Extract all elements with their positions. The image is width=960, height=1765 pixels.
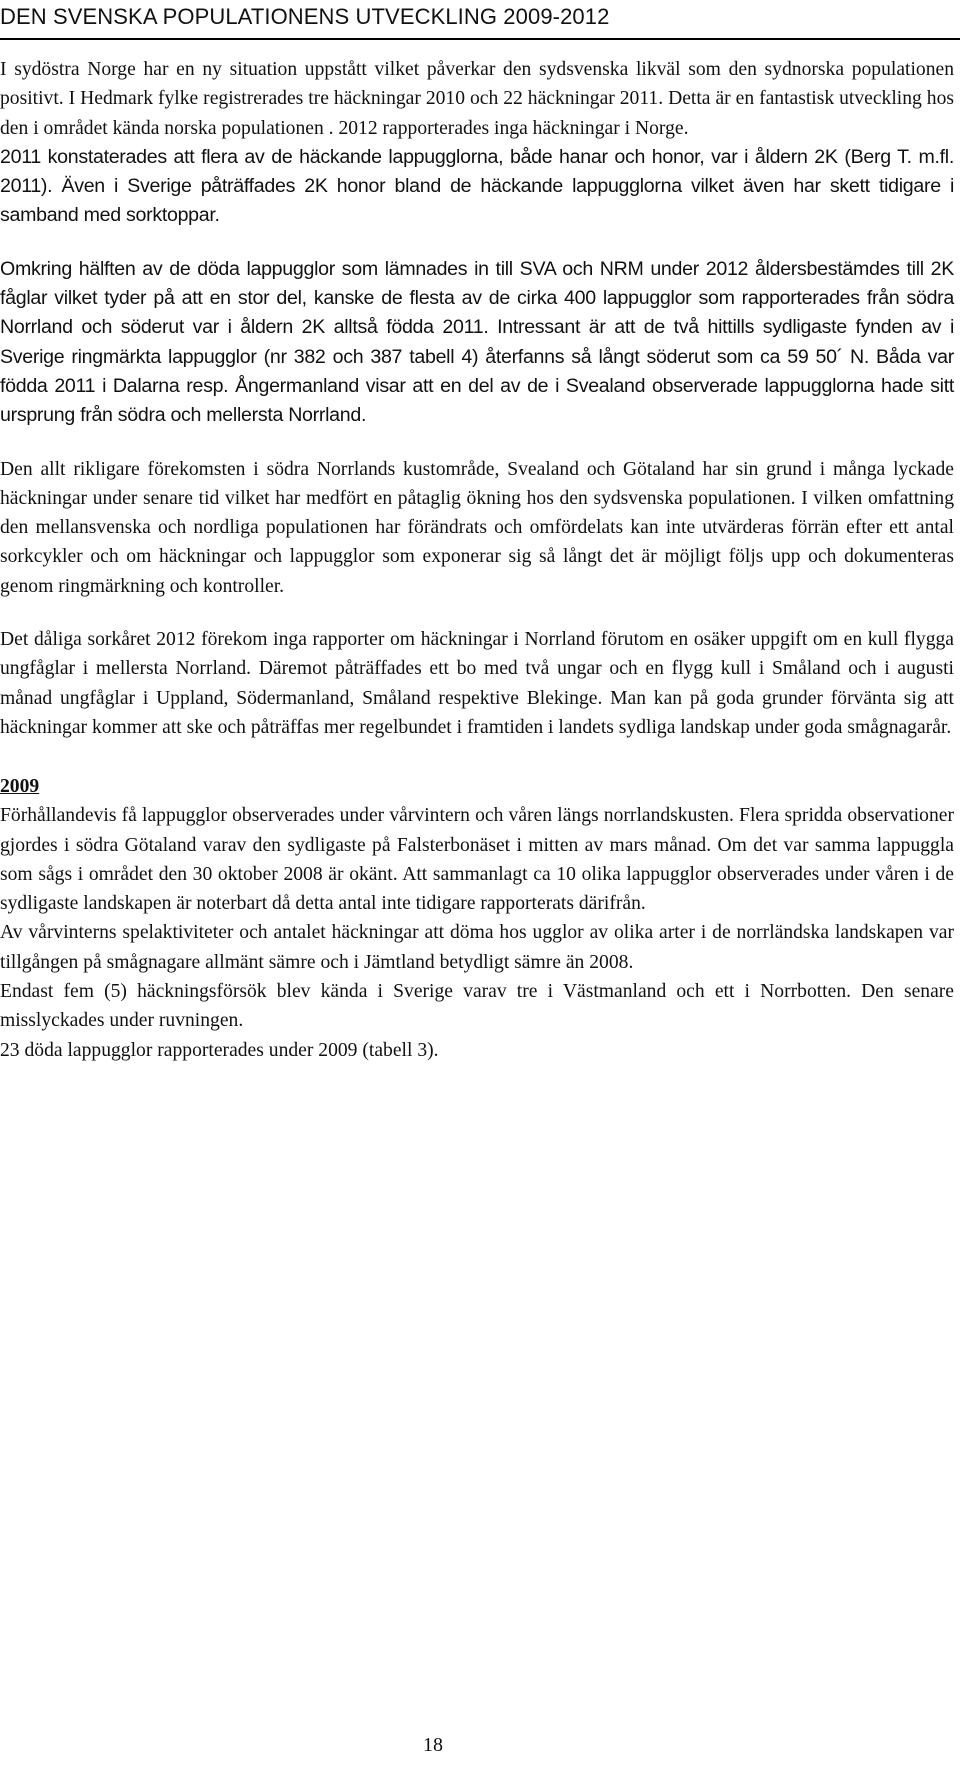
paragraph-norway-situation: I sydöstra Norge har en ny situation uppstått vilket påverkar den sydsvenska likväl som den sydnorska populationen positivt. I Hedmark fylke registrerades tre häckningar 2010 och 22 häckningar 2011. Detta är en fantastisk utveckling hos den i området kända norska populationen . 2012 rapporterades inga häckningar i Norge. bbox=[0, 59, 954, 139]
paragraph-increasing-occurrence: Den allt rikligare förekomsten i södra Norrlands kustområde, Svealand och Götaland har sin grund i många lyckade häckningar under senare tid vilket har medfört en påtaglig ökning hos den sydsvenska populationen. I vilken omfattning den mellansvenska och nordliga populationen har förändrats och omfördelats kan inte utvärderas förrän efter ett antal sorkcykler och om häckningar och lappugglor som exponerar sig så långt det är möjligt följs upp och dokumenteras genom ringmärkning och kontroller. bbox=[0, 458, 954, 597]
page-number: 18 bbox=[423, 1734, 443, 1756]
paragraph-2009-observations: Förhållandevis få lappugglor observerades under vårvintern och våren längs norrlandskusten. Flera spridda observationer gjordes i södra Götaland varav den sydligaste på Falsterbonäset i mitten av mars månad. Om det var samma lappuggla som sågs i området den 30 oktober 2008 är okänt. Att sammanlagt ca 10 olika lappugglor observerades under våren i de sydligaste landskapen är noterbart då detta antal inte tidigare rapporterats därifrån. bbox=[0, 805, 954, 915]
section-heading-2009: 2009 bbox=[0, 776, 40, 798]
running-header-title: DEN SVENSKA POPULATIONENS UTVECKLING 2009-2012 bbox=[0, 4, 610, 29]
paragraph-poor-vole-year-2012: Det dåliga sorkåret 2012 förekom inga rapporter om häckningar i Norrland förutom en osäker uppgift om en kull flygga ungfåglar i mellersta Norrland. Däremot påträffades ett bo med två ungar och en flygg kull i Småland och i augusti månad ungfåglar i Uppland, Södermanland, Småland respektive Blekinge. Man kan på goda grunder förvänta sig att häckningar kommer att ske och påträffas mer regelbundet i framtiden i landets sydliga landskap under goda smågnagarår. bbox=[0, 629, 954, 738]
paragraph-2009-spring-activity: Av vårvinterns spelaktiviteter och antalet häckningar att döma hos ugglor av olika arter i de norrländska landskapen var tillgången på smågnagare allmänt sämre och i Jämtland betydligt sämre än 2008. bbox=[0, 922, 954, 973]
paragraph-2009-dead-owls: 23 döda lappugglor rapporterades under 2009 (tabell 3). bbox=[0, 1039, 439, 1061]
paragraph-2k-owls: 2011 konstaterades att flera av de häckande lappugglorna, både hanar och honor, var i åldern 2K (Berg T. m.fl. 2011). Även i Sverige påträffades 2K honor bland de häckande lappugglorna vilket även har skett tidigare i samband med sorktoppar. bbox=[0, 145, 954, 227]
running-header bbox=[0, 0, 960, 40]
paragraph-dead-owls-age: Omkring hälften av de döda lappugglor som lämnades in till SVA och NRM under 2012 åldersbestämdes till 2K fåglar vilket tyder på att en stor del, kanske de flesta av de cirka 400 lappugglor som rapporterades från södra Norrland och söderut var i åldern 2K alltså födda 2011. Intressant är att de två hittills sydligaste fynden av i Sverige ringmärkta lappugglor (nr 382 och 387 tabell 4) återfanns så långt söderut som ca 59 50´ N. Båda var födda 2011 i Dalarna resp. Ångermanland visar att en del av de i Svealand observerade lappugglorna hade sitt ursprung från södra och mellersta Norrland. bbox=[0, 257, 954, 427]
paragraph-2009-breeding-attempts: Endast fem (5) häckningsförsök blev kända i Sverige varav tre i Västmanland och ett i Norrbotten. Den senare misslyckades under ruvningen. bbox=[0, 981, 954, 1032]
document-body bbox=[0, 55, 954, 1065]
